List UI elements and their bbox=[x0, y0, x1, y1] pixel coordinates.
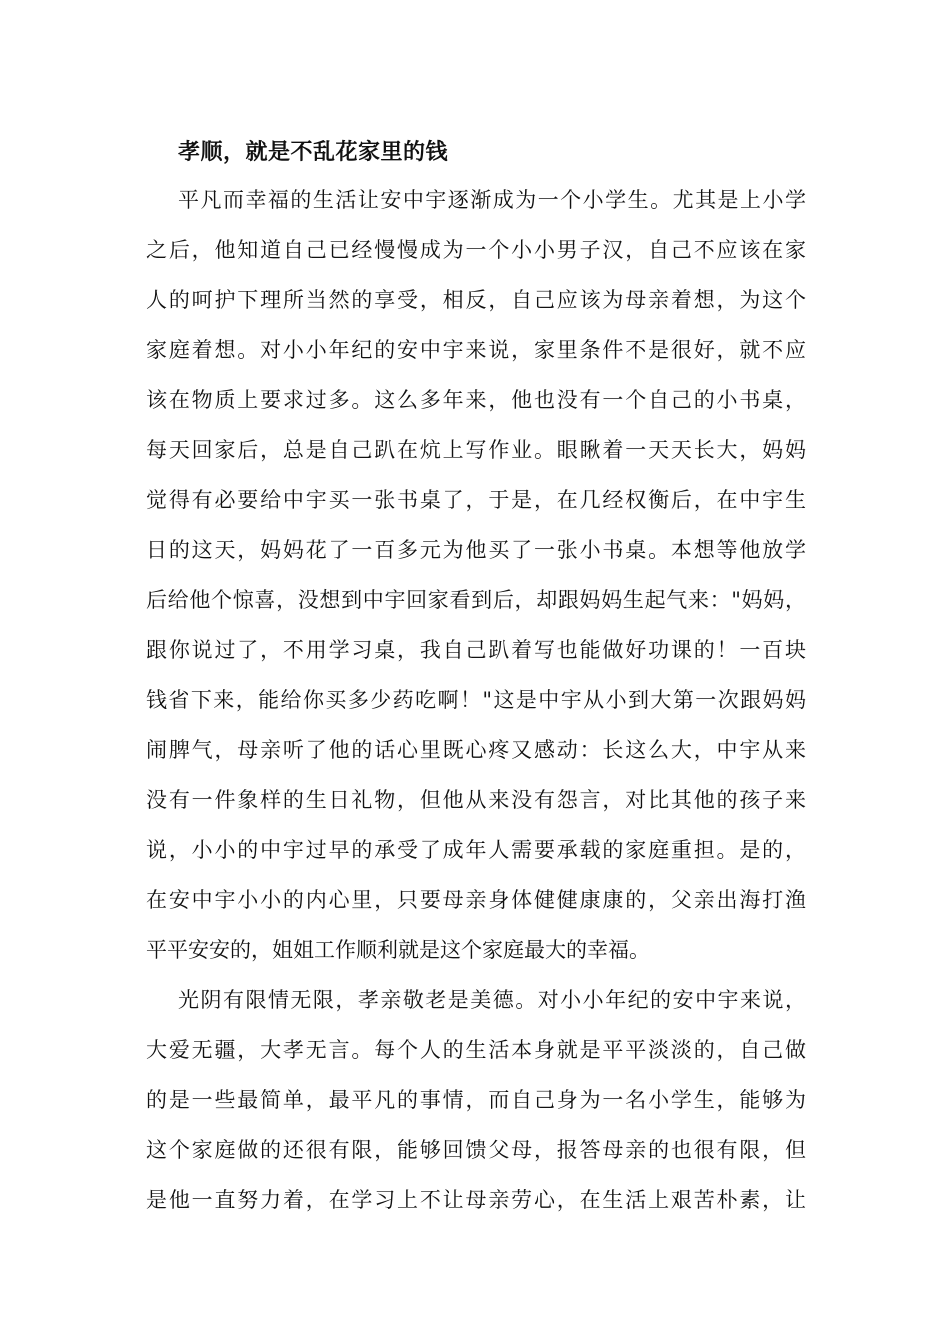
paragraph-line: 跟你说过了，不用学习桌，我自己趴着写也能做好功课的！一百块 bbox=[146, 638, 806, 662]
paragraph-line: 大爱无疆，大孝无言。每个人的生活本身就是平平淡淡的，自己做 bbox=[146, 1038, 806, 1062]
paragraph-line: 日的这天，妈妈花了一百多元为他买了一张小书桌。本想等他放学 bbox=[146, 538, 806, 562]
paragraph-line: 之后，他知道自己已经慢慢成为一个小小男子汉，自己不应该在家 bbox=[146, 238, 806, 262]
paragraph-line: 觉得有必要给中宇买一张书桌了，于是，在几经权衡后，在中宇生 bbox=[146, 488, 806, 512]
paragraph-line: 说，小小的中宇过早的承受了成年人需要承载的家庭重担。是的， bbox=[146, 838, 806, 862]
document-title: 孝顺，就是不乱花家里的钱 bbox=[178, 139, 449, 165]
paragraph-line: 闹脾气，母亲听了他的话心里既心疼又感动：长这么大，中宇从来 bbox=[146, 738, 806, 762]
paragraph-line: 每天回家后，总是自己趴在炕上写作业。眼瞅着一天天长大，妈妈 bbox=[146, 438, 806, 462]
paragraph-line: 这个家庭做的还很有限，能够回馈父母，报答母亲的也很有限，但 bbox=[146, 1138, 806, 1162]
paragraph-line: 的是一些最简单，最平凡的事情，而自己身为一名小学生，能够为 bbox=[146, 1088, 806, 1112]
paragraph-line: 没有一件象样的生日礼物，但他从来没有怨言，对比其他的孩子来 bbox=[146, 788, 806, 812]
paragraph-line: 该在物质上要求过多。这么多年来，他也没有一个自己的小书桌， bbox=[146, 388, 806, 412]
paragraph-line: 家庭着想。对小小年纪的安中宇来说，家里条件不是很好，就不应 bbox=[146, 338, 806, 362]
paragraph-line: 人的呵护下理所当然的享受，相反，自己应该为母亲着想，为这个 bbox=[146, 288, 806, 312]
paragraph-line: 平凡而幸福的生活让安中宇逐渐成为一个小学生。尤其是上小学 bbox=[178, 188, 806, 212]
paragraph-line: 是他一直努力着，在学习上不让母亲劳心，在生活上艰苦朴素，让 bbox=[146, 1188, 806, 1212]
paragraph-line: 后给他个惊喜，没想到中宇回家看到后，却跟妈妈生起气来："妈妈， bbox=[146, 588, 806, 612]
paragraph-line: 在安中宇小小的内心里，只要母亲身体健健康康的，父亲出海打渔 bbox=[146, 888, 806, 912]
paragraph-line: 钱省下来，能给你买多少药吃啊！"这是中宇从小到大第一次跟妈妈 bbox=[146, 688, 806, 712]
paragraph-line: 光阴有限情无限，孝亲敬老是美德。对小小年纪的安中宇来说， bbox=[178, 988, 806, 1012]
paragraph-line: 平平安安的，姐姐工作顺利就是这个家庭最大的幸福。 bbox=[146, 938, 650, 962]
